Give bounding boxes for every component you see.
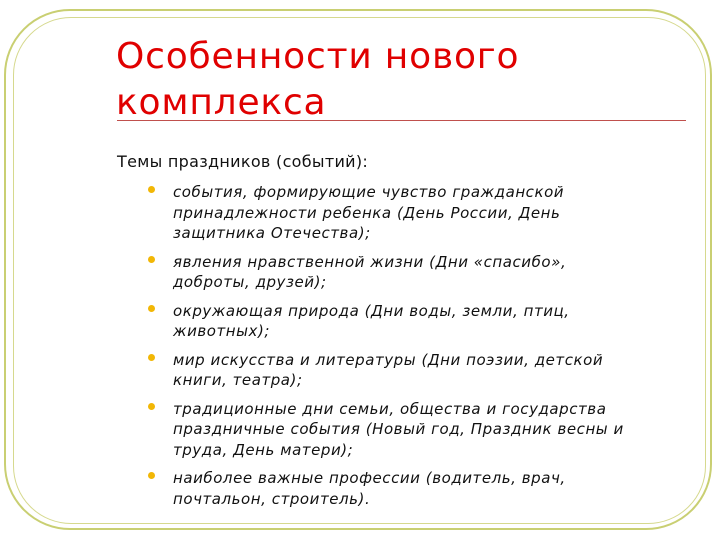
- list-item-text: [173, 399, 678, 461]
- bullet-dot-icon: [148, 186, 155, 193]
- list-item-line: книги, театра);: [173, 371, 303, 389]
- list-item-line: явления нравственной жизни (Дни «спасибо»,: [173, 252, 567, 271]
- list-item: [148, 468, 678, 509]
- bullet-dot-icon: [148, 472, 155, 479]
- list-item: [148, 350, 678, 391]
- slide-title-line-1: Особенности нового: [116, 36, 520, 77]
- list-item-line: праздничные события (Новый год, Праздник весны и: [173, 420, 624, 438]
- bullet-dot-icon: [148, 256, 155, 263]
- bullet-list: [148, 182, 678, 517]
- list-item-text: [173, 350, 678, 391]
- bullet-dot-icon: [148, 403, 155, 410]
- list-item-line: защитника Отечества);: [173, 224, 371, 242]
- list-item-line: традиционные дни семьи, общества и государства: [173, 399, 607, 418]
- list-item: [148, 399, 678, 461]
- list-item-text: [173, 468, 678, 509]
- list-item-line: доброты, друзей);: [173, 273, 327, 291]
- list-item-line: принадлежности ребенка (День России, День: [173, 203, 561, 222]
- list-item-line: окружающая природа (Дни воды, земли, птиц,: [173, 301, 570, 320]
- bullet-dot-icon: [148, 354, 155, 361]
- list-item: [148, 252, 678, 293]
- list-item: [148, 182, 678, 244]
- slide-title: [116, 34, 676, 126]
- list-item-text: [173, 252, 678, 293]
- list-item-line: животных);: [173, 322, 270, 340]
- list-item-line: мир искусства и литературы (Дни поэзии, детской: [173, 350, 604, 369]
- list-item-text: [173, 301, 678, 342]
- lead-text: Темы праздников (событий):: [117, 152, 369, 171]
- list-item-line: наиболее важные профессии (водитель, врач,: [173, 469, 566, 487]
- list-item: [148, 301, 678, 342]
- list-item-line: события, формирующие чувство гражданской: [173, 183, 565, 201]
- bullet-dot-icon: [148, 305, 155, 312]
- list-item-line: почтальон, строитель).: [173, 489, 371, 508]
- title-divider: [117, 120, 686, 121]
- list-item-text: [173, 182, 678, 244]
- slide-title-line-2: комплекса: [116, 82, 327, 123]
- list-item-line: труда, День матери);: [173, 440, 354, 459]
